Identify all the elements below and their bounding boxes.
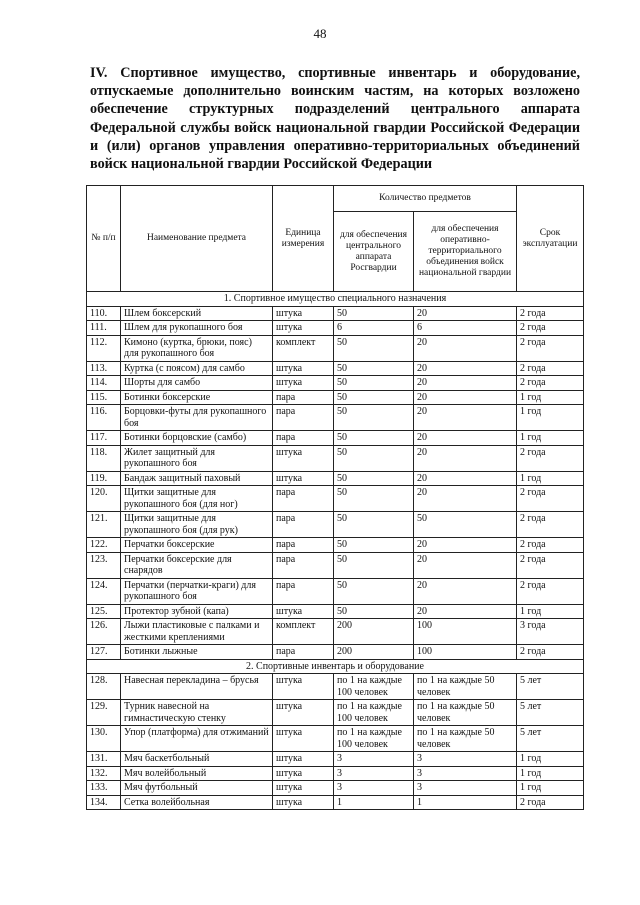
table-row bbox=[87, 405, 584, 431]
cell-qty-operational: 3 bbox=[414, 766, 517, 781]
cell-num: 113. bbox=[87, 361, 121, 376]
cell-name: Кимоно (куртка, брюки, пояс) для рукопашного боя bbox=[121, 335, 273, 361]
cell-qty-operational: 3 bbox=[414, 752, 517, 767]
table-row bbox=[87, 471, 584, 486]
page-number: 48 bbox=[313, 26, 327, 41]
cell-term: 2 года bbox=[517, 306, 584, 321]
cell-unit: штука bbox=[273, 674, 334, 700]
cell-qty-central: 50 bbox=[334, 445, 414, 471]
cell-qty-operational: 1 bbox=[414, 795, 517, 810]
table-row bbox=[87, 674, 584, 700]
table-row bbox=[87, 700, 584, 726]
cell-unit: штука bbox=[273, 752, 334, 767]
cell-num: 123. bbox=[87, 552, 121, 578]
cell-qty-central: 6 bbox=[334, 321, 414, 336]
cell-unit: штука bbox=[273, 321, 334, 336]
cell-num: 118. bbox=[87, 445, 121, 471]
cell-term: 5 лет bbox=[517, 700, 584, 726]
cell-name: Щитки защитные для рукопашного боя (для рук) bbox=[121, 512, 273, 538]
cell-qty-operational: по 1 на каждые 50 человек bbox=[414, 700, 517, 726]
cell-name: Ботинки боксерские bbox=[121, 390, 273, 405]
cell-name: Мяч волейбольный bbox=[121, 766, 273, 781]
cell-num: 127. bbox=[87, 645, 121, 660]
cell-name: Бандаж защитный паховый bbox=[121, 471, 273, 486]
table-row bbox=[87, 321, 584, 336]
header-qty-group: Количество предметов bbox=[334, 186, 517, 212]
table-row bbox=[87, 306, 584, 321]
cell-qty-central: 3 bbox=[334, 752, 414, 767]
table-row bbox=[87, 361, 584, 376]
cell-unit: пара bbox=[273, 486, 334, 512]
cell-qty-operational: 100 bbox=[414, 645, 517, 660]
cell-name: Мяч баскетбольный bbox=[121, 752, 273, 767]
table-row bbox=[87, 538, 584, 553]
cell-term: 2 года bbox=[517, 376, 584, 391]
cell-num: 132. bbox=[87, 766, 121, 781]
cell-qty-central: 50 bbox=[334, 361, 414, 376]
table-row bbox=[87, 431, 584, 446]
table-row bbox=[87, 578, 584, 604]
cell-qty-central: 3 bbox=[334, 781, 414, 796]
cell-unit: штука bbox=[273, 445, 334, 471]
cell-qty-operational: 20 bbox=[414, 390, 517, 405]
table-row bbox=[87, 445, 584, 471]
cell-qty-operational: 20 bbox=[414, 405, 517, 431]
cell-name: Сетка волейбольная bbox=[121, 795, 273, 810]
cell-term: 1 год bbox=[517, 390, 584, 405]
cell-num: 121. bbox=[87, 512, 121, 538]
cell-unit: штука bbox=[273, 700, 334, 726]
cell-unit: пара bbox=[273, 645, 334, 660]
cell-qty-operational: 50 bbox=[414, 512, 517, 538]
cell-qty-central: 50 bbox=[334, 431, 414, 446]
cell-qty-central: 50 bbox=[334, 405, 414, 431]
cell-num: 125. bbox=[87, 604, 121, 619]
cell-term: 1 год bbox=[517, 405, 584, 431]
cell-unit: комплект bbox=[273, 619, 334, 645]
cell-unit: штука bbox=[273, 726, 334, 752]
cell-term: 2 года bbox=[517, 512, 584, 538]
table-row bbox=[87, 766, 584, 781]
cell-term: 5 лет bbox=[517, 674, 584, 700]
cell-term: 2 года bbox=[517, 335, 584, 361]
cell-num: 116. bbox=[87, 405, 121, 431]
cell-qty-central: 50 bbox=[334, 538, 414, 553]
cell-qty-operational: 20 bbox=[414, 538, 517, 553]
cell-qty-operational: 20 bbox=[414, 306, 517, 321]
cell-name: Куртка (с поясом) для самбо bbox=[121, 361, 273, 376]
cell-term: 2 года bbox=[517, 361, 584, 376]
cell-term: 1 год bbox=[517, 604, 584, 619]
table-row bbox=[87, 604, 584, 619]
header-unit: Единица измерения bbox=[273, 186, 334, 292]
cell-name: Щитки защитные для рукопашного боя (для ног) bbox=[121, 486, 273, 512]
cell-qty-operational: 20 bbox=[414, 361, 517, 376]
cell-qty-central: 50 bbox=[334, 552, 414, 578]
section-title: 1. Спортивное имущество специального назначения bbox=[87, 292, 584, 307]
cell-term: 1 год bbox=[517, 471, 584, 486]
cell-term: 2 года bbox=[517, 552, 584, 578]
header-term: Срок эксплуатации bbox=[517, 186, 584, 292]
cell-qty-central: 50 bbox=[334, 376, 414, 391]
cell-qty-central: 50 bbox=[334, 335, 414, 361]
cell-qty-operational: 20 bbox=[414, 578, 517, 604]
cell-num: 110. bbox=[87, 306, 121, 321]
cell-unit: пара bbox=[273, 538, 334, 553]
cell-qty-operational: 20 bbox=[414, 471, 517, 486]
header-qty-operational: для обеспечения оперативно-территориального объединения войск национальной гвардии bbox=[414, 212, 517, 292]
cell-num: 133. bbox=[87, 781, 121, 796]
table-row bbox=[87, 512, 584, 538]
table-row bbox=[87, 552, 584, 578]
cell-term: 1 год bbox=[517, 431, 584, 446]
cell-term: 2 года bbox=[517, 795, 584, 810]
cell-num: 120. bbox=[87, 486, 121, 512]
table-row bbox=[87, 795, 584, 810]
cell-qty-central: 200 bbox=[334, 619, 414, 645]
cell-num: 126. bbox=[87, 619, 121, 645]
cell-name: Ботинки лыжные bbox=[121, 645, 273, 660]
cell-unit: штука bbox=[273, 361, 334, 376]
cell-unit: комплект bbox=[273, 335, 334, 361]
cell-qty-central: по 1 на каждые 100 человек bbox=[334, 726, 414, 752]
cell-term: 2 года bbox=[517, 486, 584, 512]
cell-num: 122. bbox=[87, 538, 121, 553]
cell-qty-operational: 6 bbox=[414, 321, 517, 336]
cell-unit: штука bbox=[273, 781, 334, 796]
cell-name: Шлем боксерский bbox=[121, 306, 273, 321]
cell-unit: штука bbox=[273, 376, 334, 391]
cell-term: 2 года bbox=[517, 645, 584, 660]
cell-qty-central: 3 bbox=[334, 766, 414, 781]
cell-qty-central: 50 bbox=[334, 604, 414, 619]
cell-term: 5 лет bbox=[517, 726, 584, 752]
cell-term: 1 год bbox=[517, 752, 584, 767]
cell-term: 2 года bbox=[517, 321, 584, 336]
cell-name: Мяч футбольный bbox=[121, 781, 273, 796]
cell-term: 1 год bbox=[517, 781, 584, 796]
cell-qty-operational: по 1 на каждые 50 человек bbox=[414, 674, 517, 700]
table-row bbox=[87, 486, 584, 512]
cell-name: Упор (платформа) для отжиманий bbox=[121, 726, 273, 752]
table-row bbox=[87, 390, 584, 405]
table-row bbox=[87, 335, 584, 361]
cell-num: 130. bbox=[87, 726, 121, 752]
cell-name: Протектор зубной (капа) bbox=[121, 604, 273, 619]
cell-unit: пара bbox=[273, 512, 334, 538]
cell-term: 2 года bbox=[517, 538, 584, 553]
cell-name: Шорты для самбо bbox=[121, 376, 273, 391]
cell-name: Перчатки боксерские bbox=[121, 538, 273, 553]
cell-num: 134. bbox=[87, 795, 121, 810]
cell-unit: пара bbox=[273, 405, 334, 431]
table-row bbox=[87, 726, 584, 752]
cell-qty-central: по 1 на каждые 100 человек bbox=[334, 700, 414, 726]
cell-qty-operational: 3 bbox=[414, 781, 517, 796]
cell-name: Турник навесной на гимнастическую стенку bbox=[121, 700, 273, 726]
header-name: Наименование предмета bbox=[121, 186, 273, 292]
table-row bbox=[87, 645, 584, 660]
cell-term: 2 года bbox=[517, 578, 584, 604]
cell-num: 115. bbox=[87, 390, 121, 405]
header-num: № п/п bbox=[87, 186, 121, 292]
cell-qty-central: 50 bbox=[334, 486, 414, 512]
cell-unit: штука bbox=[273, 471, 334, 486]
cell-num: 119. bbox=[87, 471, 121, 486]
cell-qty-operational: 20 bbox=[414, 445, 517, 471]
section-row bbox=[87, 659, 584, 674]
cell-qty-central: 1 bbox=[334, 795, 414, 810]
cell-qty-operational: 20 bbox=[414, 552, 517, 578]
cell-term: 2 года bbox=[517, 445, 584, 471]
cell-unit: пара bbox=[273, 390, 334, 405]
cell-name: Лыжи пластиковые с палками и жесткими креплениями bbox=[121, 619, 273, 645]
section-title: 2. Спортивные инвентарь и оборудование bbox=[87, 659, 584, 674]
cell-unit: штука bbox=[273, 795, 334, 810]
cell-num: 128. bbox=[87, 674, 121, 700]
cell-qty-central: 50 bbox=[334, 471, 414, 486]
section-row bbox=[87, 292, 584, 307]
cell-name: Перчатки боксерские для снарядов bbox=[121, 552, 273, 578]
cell-num: 129. bbox=[87, 700, 121, 726]
cell-qty-operational: 20 bbox=[414, 604, 517, 619]
cell-num: 117. bbox=[87, 431, 121, 446]
cell-num: 111. bbox=[87, 321, 121, 336]
section-heading: IV. Спортивное имущество, спортивные инвентарь и оборудование, отпускаемые дополнительно воинским частям, на которых возложено обеспечение структурных подразделений центрального аппарата Федеральной службы войск национальной гвардии Российской Федерации и (или) органов управления оперативно-территориальных объединений войск национальной гвардии Российской Федерации bbox=[90, 65, 580, 173]
cell-qty-operational: по 1 на каждые 50 человек bbox=[414, 726, 517, 752]
cell-qty-central: 50 bbox=[334, 512, 414, 538]
cell-qty-operational: 20 bbox=[414, 431, 517, 446]
cell-qty-central: 50 bbox=[334, 390, 414, 405]
cell-name: Ботинки борцовские (самбо) bbox=[121, 431, 273, 446]
table-row bbox=[87, 752, 584, 767]
cell-unit: штука bbox=[273, 306, 334, 321]
cell-qty-central: 50 bbox=[334, 578, 414, 604]
header-qty-central: для обеспечения центрального аппарата Росгвардии bbox=[334, 212, 414, 292]
cell-qty-operational: 20 bbox=[414, 335, 517, 361]
cell-unit: пара bbox=[273, 431, 334, 446]
cell-name: Перчатки (перчатки-краги) для рукопашного боя bbox=[121, 578, 273, 604]
cell-term: 1 год bbox=[517, 766, 584, 781]
cell-qty-central: 200 bbox=[334, 645, 414, 660]
cell-name: Жилет защитный для рукопашного боя bbox=[121, 445, 273, 471]
cell-qty-central: 50 bbox=[334, 306, 414, 321]
cell-unit: штука bbox=[273, 604, 334, 619]
table-row bbox=[87, 619, 584, 645]
cell-name: Навесная перекладина – брусья bbox=[121, 674, 273, 700]
cell-qty-central: по 1 на каждые 100 человек bbox=[334, 674, 414, 700]
cell-qty-operational: 100 bbox=[414, 619, 517, 645]
cell-num: 112. bbox=[87, 335, 121, 361]
cell-unit: пара bbox=[273, 552, 334, 578]
cell-num: 124. bbox=[87, 578, 121, 604]
cell-name: Борцовки-футы для рукопашного боя bbox=[121, 405, 273, 431]
cell-num: 131. bbox=[87, 752, 121, 767]
cell-term: 3 года bbox=[517, 619, 584, 645]
cell-unit: пара bbox=[273, 578, 334, 604]
cell-name: Шлем для рукопашного боя bbox=[121, 321, 273, 336]
cell-qty-operational: 20 bbox=[414, 486, 517, 512]
table-row bbox=[87, 376, 584, 391]
cell-num: 114. bbox=[87, 376, 121, 391]
cell-qty-operational: 20 bbox=[414, 376, 517, 391]
table-row bbox=[87, 781, 584, 796]
cell-unit: штука bbox=[273, 766, 334, 781]
equipment-table bbox=[86, 185, 584, 810]
